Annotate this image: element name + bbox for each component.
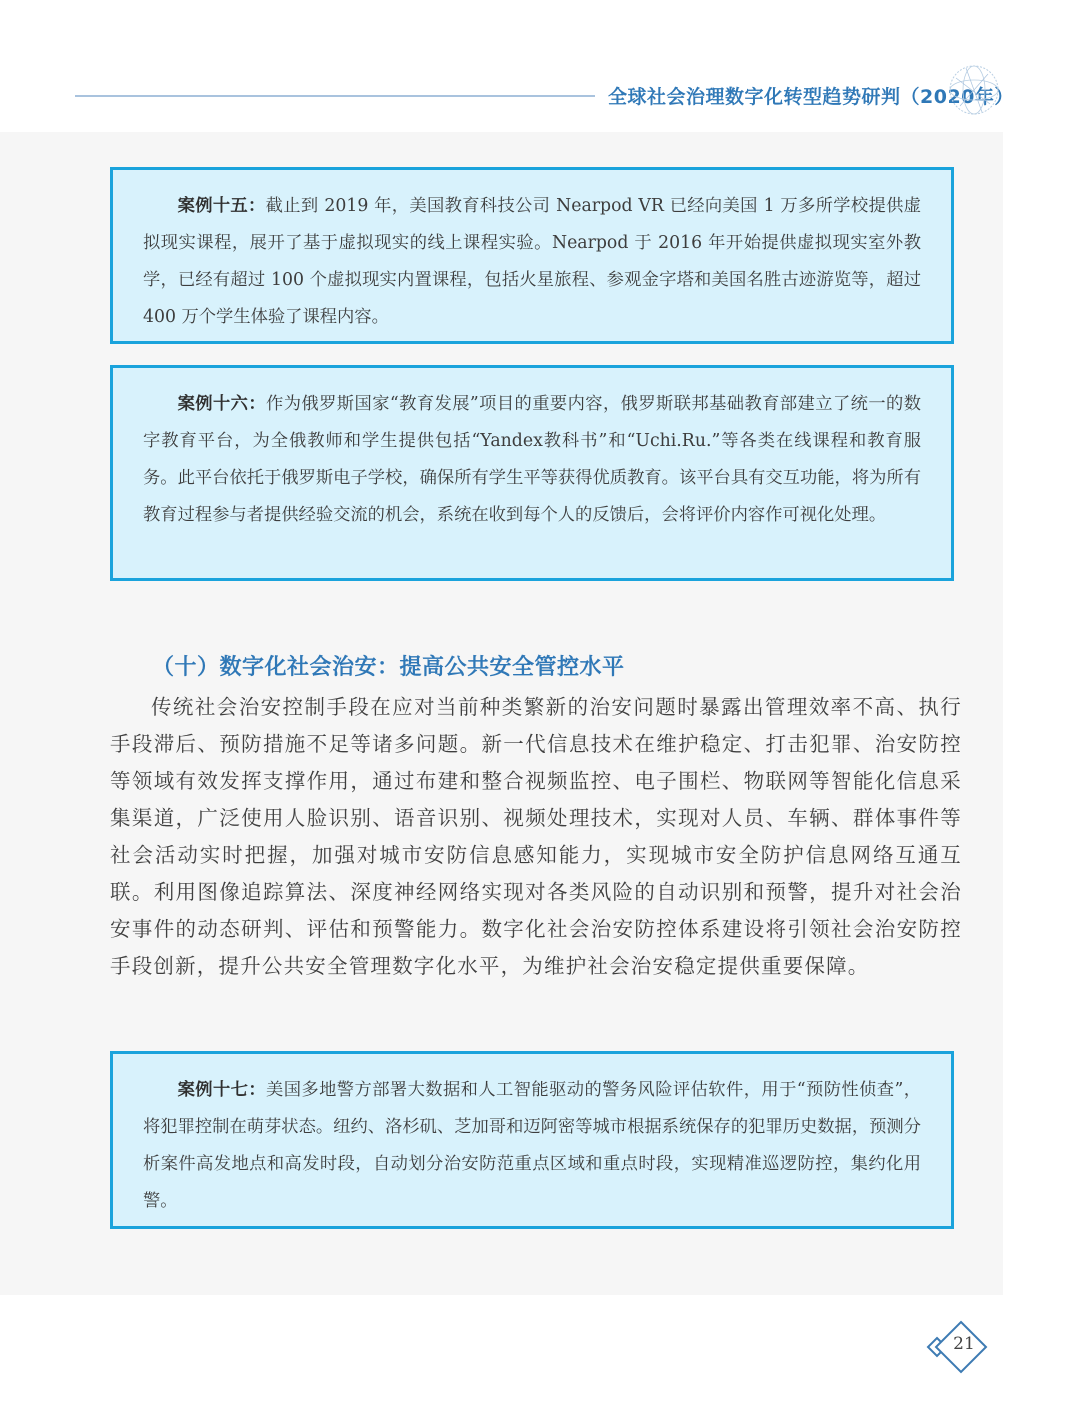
globe-icon (946, 62, 1002, 118)
page-number: 21 (953, 1334, 975, 1354)
case-box-17 (110, 1051, 954, 1229)
case-text: 美国多地警方部署大数据和人工智能驱动的警务风险评估软件，用于“预防性侦查”，将犯罪控制在萌芽状态。纽约、洛杉矶、芝加哥和迈阿密等城市根据系统保存的犯罪历史数据，预测分析案件高发地点和高发时段，自动划分治安防范重点区域和重点时段，实现精准巡逻防控，集约化用警。 (143, 1080, 921, 1211)
document-title: 全球社会治理数字化转型趋势研判（2020年） (608, 86, 1014, 108)
section-body (110, 689, 962, 985)
case-box-15 (110, 167, 954, 344)
page-number-badge (925, 1315, 995, 1379)
case-label: 案例十六： (177, 394, 267, 414)
section-heading: （十）数字化社会治安：提高公共安全管控水平 (152, 655, 625, 680)
case-text: 作为俄罗斯国家“教育发展”项目的重要内容，俄罗斯联邦基础教育部建立了统一的数字教育平台，为全俄教师和学生提供包括“Yandex教科书”和“Uchi.Ru.”等各类在线课程和教育服务。此平台依托于俄罗斯电子学校，确保所有学生平等获得优质教育。该平台具有交互功能，将为所有教育过程参与者提供经验交流的机会，系统在收到每个人的反馈后，会将评价内容作可视化处理。 (143, 394, 921, 525)
case-box-16 (110, 365, 954, 581)
case-label: 案例十七： (177, 1080, 267, 1100)
case-label: 案例十五： (177, 196, 266, 216)
body-paragraph: 传统社会治安控制手段在应对当前种类繁新的治安问题时暴露出管理效率不高、执行手段滞后、预防措施不足等诸多问题。新一代信息技术在维护稳定、打击犯罪、治安防控等领域有效发挥支撑作用，通过布建和整合视频监控、电子围栏、物联网等智能化信息采集渠道，广泛使用人脸识别、语音识别、视频处理技术，实现对人员、车辆、群体事件等社会活动实时把握，加强对城市安防信息感知能力，实现城市安全防护信息网络互通互联。利用图像追踪算法、深度神经网络实现对各类风险的自动识别和预警，提升对社会治安事件的动态研判、评估和预警能力。数字化社会治安防控体系建设将引领社会治安防控手段创新，提升公共安全管理数字化水平，为维护社会治安稳定提供重要保障。 (110, 695, 962, 978)
case-text: 截止到 2019 年，美国教育科技公司 Nearpod VR 已经向美国 1 万多所学校提供虚拟现实课程，展开了基于虚拟现实的线上课程实验。Nearpod 于 2016 年开始提供虚拟现实室外教学，已经有超过 100 个虚拟现实内置课程，包括火星旅程、参观金字塔和美国名胜古迹游览等，超过 400 万个学生体验了课程内容。 (143, 196, 921, 327)
header-rule (75, 95, 595, 97)
